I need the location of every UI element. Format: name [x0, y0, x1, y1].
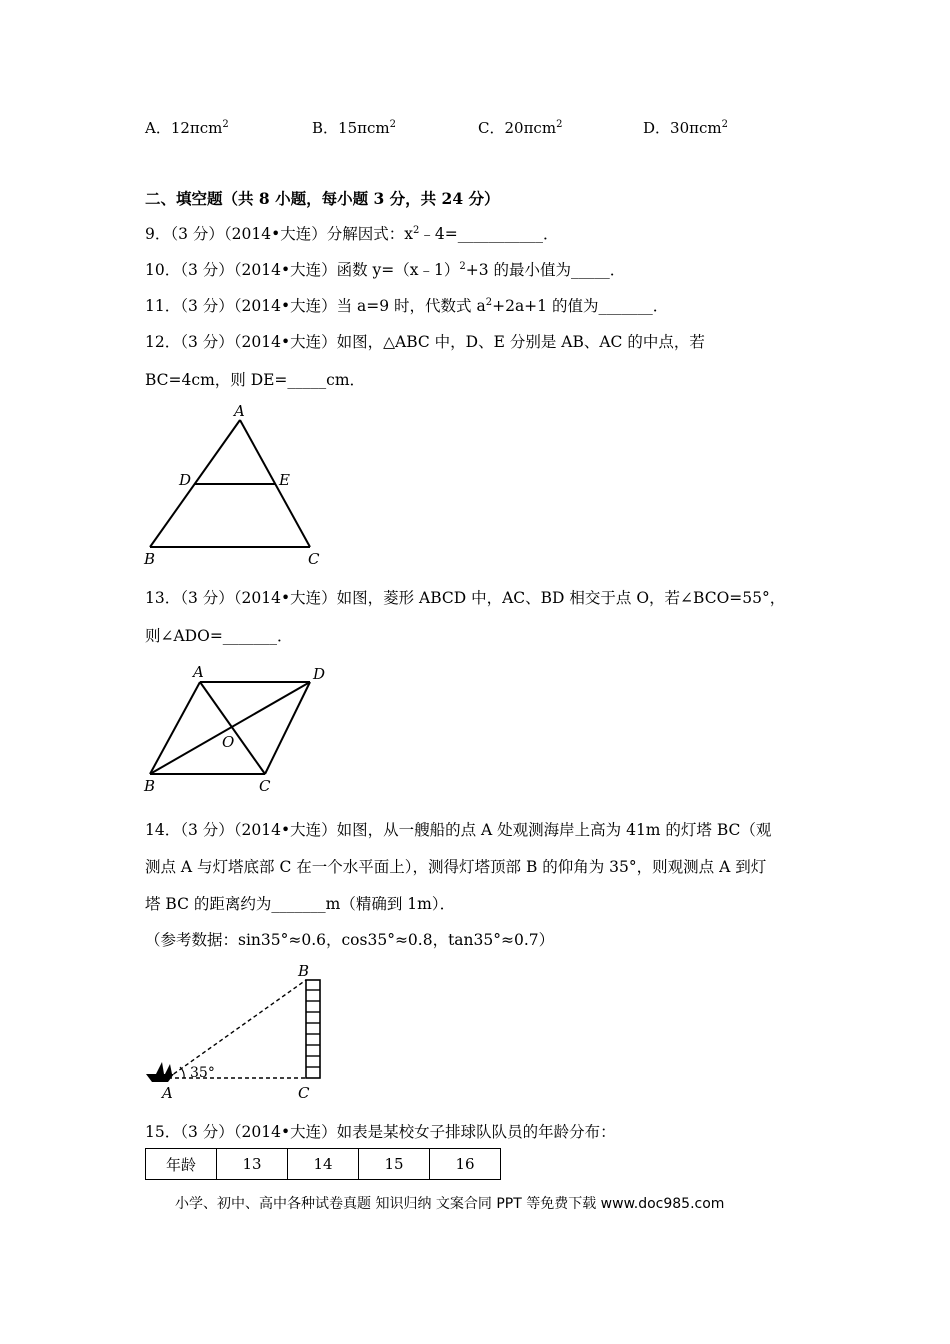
label-a: A [193, 663, 204, 681]
question-14-line-2: 测点 A 与灯塔底部 C 在一个水平面上），测得灯塔顶部 B 的仰角为 35°，则观测点 A 到灯 [145, 858, 767, 876]
question-14-reference: （参考数据：sin35°≈0.6，cos35°≈0.8，tan35°≈0.7） [145, 931, 555, 949]
question-9: 9．（3 分）（2014•大连）分解因式：$x^2﹣4=\_\_\_\_\_\_\_\_\_\_\_$． [145, 224, 559, 243]
question-10: 10．（3 分）（2014•大连）函数 y=（x﹣1）$^2$+3 的最小值为_____． [145, 260, 626, 279]
label-b: B [144, 777, 156, 795]
table-header-cell: 年龄 [146, 1149, 217, 1180]
lighthouse-figure [140, 960, 340, 1105]
label-e: E [279, 471, 290, 489]
option-a: A．12πcm$^2$ [145, 119, 229, 137]
label-c: C [298, 1084, 310, 1102]
option-c: C．20πcm$^2$ [478, 119, 563, 137]
option-d: D．30πcm$^2$ [643, 119, 728, 137]
page-footer: 小学、初中、高中各种试卷真题 知识归纳 文案合同 PPT 等免费下载 www.doc985.com [175, 1196, 725, 1212]
table-cell: 13 [217, 1149, 288, 1180]
table-cell: 16 [430, 1149, 501, 1180]
question-14-line-1: 14．（3 分）（2014•大连）如图，从一艘船的点 A 处观测海岸上高为 41m 的灯塔 BC（观 [145, 821, 772, 839]
question-12-line-1: 12．（3 分）（2014•大连）如图，△ABC 中，D、E 分别是 AB、AC 的中点，若 [145, 333, 705, 351]
label-c: C [259, 777, 271, 795]
section-title: 二、填空题（共 8 小题，每小题 3 分，共 24 分） [145, 189, 500, 208]
rhombus-figure [140, 660, 340, 800]
table-cell: 15 [359, 1149, 430, 1180]
table-row [146, 1149, 501, 1180]
label-c: C [308, 550, 320, 568]
option-b: B．15πcm$^2$ [312, 119, 396, 137]
question-15: 15．（3 分）（2014•大连）如表是某校女子排球队队员的年龄分布： [145, 1123, 616, 1141]
label-a: A [234, 402, 245, 420]
label-b: B [298, 962, 310, 980]
question-13-line-2: 则∠ADO=_______． [145, 627, 293, 645]
label-a: A [162, 1084, 173, 1102]
question-13-line-1: 13．（3 分）（2014•大连）如图，菱形 ABCD 中，AC、BD 相交于点 O，若∠BCO=55°， [145, 589, 786, 607]
label-b: B [144, 550, 156, 568]
table-cell: 14 [288, 1149, 359, 1180]
angle-label: 35° [190, 1065, 215, 1081]
label-d: D [179, 471, 192, 489]
question-12-line-2: BC=4cm，则 DE=_____cm． [145, 371, 366, 389]
label-d: D [313, 665, 326, 683]
age-table [145, 1148, 501, 1180]
question-14-line-3: 塔 BC 的距离约为_______m（精确到 1m）． [145, 895, 456, 913]
label-o: O [222, 733, 235, 751]
question-11: 11．（3 分）（2014•大连）当 a=9 时，代数式 $a^2+2a+1$ 的值为_______． [145, 296, 669, 315]
triangle-figure [140, 400, 330, 570]
boat-icon [146, 1062, 174, 1082]
